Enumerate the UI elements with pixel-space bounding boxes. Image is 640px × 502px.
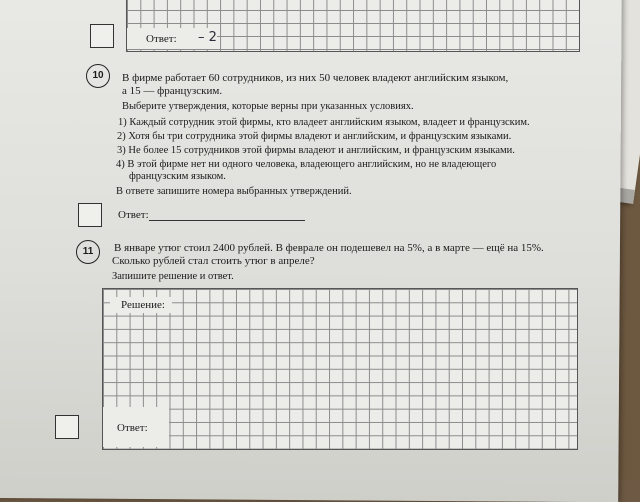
task9-handwritten-answer: – 2 bbox=[198, 30, 217, 45]
task11-condition-line1: В январе утюг стоил 2400 рублей. В феврале он подешевел на 5%, а в марте — ещё на 15%. bbox=[114, 242, 544, 254]
task10-answer-line[interactable] bbox=[149, 219, 305, 221]
task10-statement-2: 2) Хотя бы три сотрудника этой фирмы владеют и английским, и французским языками. bbox=[117, 131, 512, 142]
task10-instruction: Выберите утверждения, которые верны при указанных условиях. bbox=[122, 101, 414, 112]
task10-statement-1: 1) Каждый сотрудник этой фирмы, кто владеет английским языком, владеет и французским. bbox=[118, 117, 530, 128]
task10-answer-note: В ответе запишите номера выбранных утверждений. bbox=[116, 186, 352, 197]
task11-number: 11 bbox=[76, 240, 100, 264]
task10-condition-line1: В фирме работает 60 сотрудников, из них 50 человек владеют английским языком, bbox=[122, 72, 509, 84]
task9-answer-label: Ответ: bbox=[146, 33, 177, 45]
task10-statement-4-line2: французским языком. bbox=[129, 171, 226, 182]
task10-number: 10 bbox=[86, 64, 110, 88]
task10-statement-4-line1: 4) В этой фирме нет ни одного человека, владеющего английским, но не владеющего bbox=[116, 159, 497, 170]
task11-condition-line2: Сколько рублей стал стоить утюг в апреле? bbox=[112, 255, 315, 267]
task9-score-box[interactable] bbox=[90, 24, 114, 48]
task11-instruction: Запишите решение и ответ. bbox=[112, 271, 234, 282]
task11-answer-label: Ответ: bbox=[117, 422, 148, 434]
task10-statement-3: 3) Не более 15 сотрудников этой фирмы владеют и английским, и французским языками. bbox=[117, 145, 515, 156]
task10-score-box[interactable] bbox=[78, 203, 102, 227]
task11-score-box[interactable] bbox=[55, 415, 79, 439]
task11-solution-label: Решение: bbox=[121, 299, 165, 311]
task10-condition-line2: а 15 — французским. bbox=[122, 85, 223, 97]
task10-answer-label: Ответ: bbox=[118, 209, 149, 221]
